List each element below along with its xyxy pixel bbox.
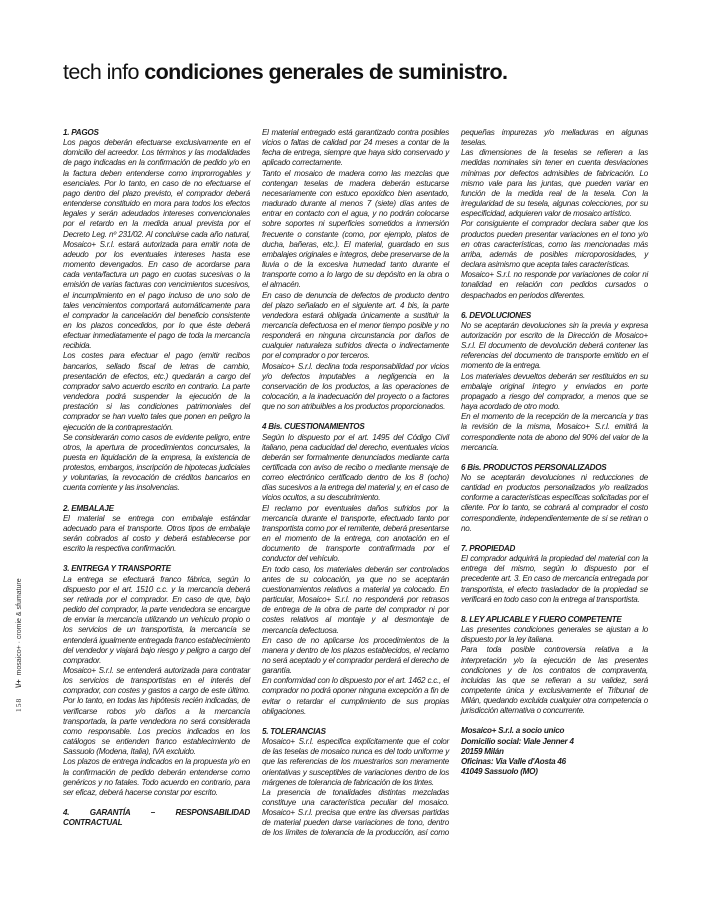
section-paragraph: Se considerarán como casos de evidente peligro, entre otros, la apertura de procedimientos concursales, la puesta en liquidación de la empresa, la existencia de protestos, embargos, inscripción de hipotecas judiciales y voluntarias, la revocación de créditos bancarios en cuenta corriente y las insolvencias.: [63, 432, 250, 493]
section-paragraph: No se aceptarán devoluciones sin la previa y expresa autorización por escrito de la Dirección de Mosaico+ S.r.l. El documento de devolución deberá contener las referencias del documento de transporte emitido en el momento de la entrega.: [461, 320, 648, 371]
section-paragraph: Mosaico+ S.r.l. no responde por variaciones de color ni tonalidad en relación con pedidos cursados o despachados en periodos diferentes.: [461, 270, 648, 300]
section-heading: 7. PROPIEDAD: [461, 543, 516, 553]
section-paragraph: En conformidad con lo dispuesto por el art. 1462 c.c., el comprador no podrá oponer ninguna excepción a fin de evitar o retardar el cumplimiento de sus propias obligaciones.: [262, 676, 449, 716]
section-heading: 3. ENTREGA Y TRANSPORTE: [63, 564, 171, 574]
company-offices-city: 41049 Sassuolo (MO): [461, 767, 538, 777]
section-paragraph: En el momento de la recepción de la mercancía y tras la revisión de la misma, Mosaico+ S.r.l. emitirá la correspondiente nota de abono del 90% del valor de la mercancía.: [461, 412, 648, 452]
section-paragraph: Las dimensiones de la teselas se refieren a las medidas nominales sin tener en cuenta desviaciones mínimas por defectos admisibles de fabricación. Lo mismo vale para las juntas, que pueden variar en función de la medida real de la tesela. Con la irregularidad de su tesela, algunas colecciones, por su especificidad, adquieren valor de mosaico artístico.: [461, 148, 648, 219]
section-paragraph: Mosaico+ S.r.l. se entenderá autorizada para contratar los servicios de transportistas en el interés del comprador, con costes y gastos a cargo de este último. Por lo tanto, en todas las hipótesis recién indicadas, de verificarse robos y/o daños a la mercancía transportada, la parte vendedora no será considerada como responsable. Los precios indicados en los catálogos se entienden franco establecimiento de Sassuolo (Modena, Italia), IVA excluido.: [63, 665, 250, 757]
section: [262, 422, 449, 717]
section-paragraph: Según lo dispuesto por el art. 1495 del Código Civil italiano, pena caducidad del derecho, eventuales vicios deberán ser formalmente denunciados mediante carta certificada con aviso de recibo o mediante mensaje de correo electrónico certificado dentro de los 8 (ocho) días sucesivos a la entrega del material y, en el caso de vicios ocultos, a su descubrimiento.: [262, 432, 449, 503]
section: [63, 564, 250, 798]
company-registered-office: Domicilio social: Viale Jenner 4: [461, 736, 574, 746]
section-paragraph: En caso de denuncia de defectos de producto dentro del plazo señalado en el siguiente art. 4 bis, la parte vendedora estará obligada únicamente a sustituir la mercancía defectuosa en el menor tiempo posible y no responderá en ninguna circunstancia por daños de cualquier naturaleza sufridos directa o indirectamente por el comprador o por terceros.: [262, 290, 449, 361]
section-paragraph: El material se entrega con embalaje estándar adecuado para el transporte. Otros tipos de embalaje serán cobrados al costo y deberá establecerse por escrito la respectiva confirmación.: [63, 513, 250, 554]
company-registered-city: 20159 Milán: [461, 746, 504, 756]
page-title: [63, 60, 507, 85]
brand-logo-mark: \/+: [14, 679, 23, 688]
section-heading: 6 Bis. PRODUCTOS PERSONALIZADOS: [461, 462, 607, 472]
section-heading: 8. LEY APLICABLE Y FUERO COMPETENTE: [461, 614, 622, 624]
company-name: Mosaico+ S.r.l. a socio unico: [461, 726, 565, 736]
section: [461, 544, 648, 605]
section: [461, 615, 648, 717]
section-heading: 6. DEVOLUCIONES: [461, 310, 532, 320]
section-paragraph: Los materiales devueltos deberán ser restituidos en su embalaje original íntegro y enviados en porte propagado a riesgo del comprador, a menos que se haya acordado de otro modo.: [461, 371, 648, 412]
section-paragraph: No se aceptarán devoluciones ni reducciones de cantidad en productos personalizados y/o realizados conforme a características específicas solicitadas por el cliente. Por lo tanto, se cobrará al comprador el costo correspondiente, independientemente de si se retiran o no.: [461, 473, 648, 533]
section-paragraph: En todo caso, los materiales deberán ser controlados antes de su colocación, ya que no se aceptarán cuestionamientos relativos a material ya colocado. En particular, Mosaico+ S.r.l. no responderá por retrasos de entrega de la obra de parte del comprador ni por costes relativos al montaje y al desmontaje de mercancía defectuosa.: [262, 564, 449, 635]
section: [63, 504, 250, 555]
section-paragraph: Los pagos deberán efectuarse exclusivamente en el domicilio del acreedor. Los términos y las modalidades de pago indicadas en la confirmación de pedido y/o en la factura deben entenderse como improrrogables y esenciales. Por lo tanto, en caso de no efectuarse el pago dentro del plazo previsto, el comprador deberá entenderse constituido en mora para todos los efectos legales y serán adeudados intereses convencionales por el retardo en la medida anual prevista por el Decreto Leg. nº 231/02. Al concluirse cada año natural, Mosaico+ S.r.l. estará autorizada para emitir nota de adeudo por los eventuales intereses hasta ese momento devengados. En caso de acordarse para cada venta/factura un pago en cuotas sucesivas o la emisión de varias facturas con vencimientos sucesivos, el incumplimiento en el pago incluso de uno solo de tales vencimientos comportará automáticamente para el comprador la cancelación del beneficio consistente en los plazos concedidos, por lo que éste deberá efectuar inmediatamente el pago de toda la mercancía recibida.: [63, 138, 250, 351]
section-paragraph: Por consiguiente el comprador declara saber que los productos pueden presentar variaciones en el tono y/o en otras características, como las mencionadas más arriba, además de posibles microporosidades, y declara asimismo que acepta tales características.: [461, 219, 648, 270]
section: [461, 463, 648, 534]
section-paragraph: El comprador adquirirá la propiedad del material con la entrega del mismo, según lo dispuesto por el precedente art. 3. En caso de mercancía entregada por transportista, el efecto trasladador de la propiedad se verificará en todo caso con la entrega al transportista.: [461, 554, 648, 604]
brand-caption: mosaico+ · cromie & sfumature: [16, 578, 23, 676]
section-paragraph: El material entregado está garantizado contra posibles vicios o faltas de calidad por 24 meses a contar de la fecha de entrega, siempre que haya sido conservado y aplicado correctamente.: [262, 128, 449, 168]
company-address: [461, 726, 648, 777]
section-heading: 4 Bis. CUESTIONAMIENTOS: [262, 422, 365, 432]
section-paragraph: En caso de no aplicarse los procedimientos de la manera y dentro de los plazos establecidos, el reclamo no será aceptado y el comprador perderá el derecho de garantía.: [262, 635, 449, 676]
section-heading: 5. TOLERANCIAS: [262, 726, 326, 736]
conditions-columns: [63, 128, 648, 840]
section-paragraph: Los plazos de entrega indicados en la propuesta y/o en la confirmación de pedido deberán entenderse como genéricos y no fatales. Todo acuerdo en contrario, para ser eficaz, deberá hacerse constar por escrito.: [63, 757, 250, 797]
section-paragraph: Los costes para efectuar el pago (emitir recibos bancarios, sellado fiscal de letras de cambio, presentación de efectos, etc.) quedarán a cargo del comprador salvo acuerdo escrito en contrario. La parte vendedora podrá suspender la ejecución de la prestación si las condiciones patrimoniales del comprador se han vuelto tales que ponen en peligro la ejecución de la contraprestación.: [63, 351, 250, 432]
section-paragraph: Tanto el mosaico de madera como las mezclas que contengan teselas de madera deberán estucarse necesariamente con estuco epoxídico bien asentado, madurado durante al menos 7 (siete) días antes de entrar en contacto con el agua, y no podrán colocarse sobre soportes ni superficies sometidos a inmersión frecuente o constante (como, por ejemplo, platos de ducha, bañeras, etc.). El material, guardado en sus embalajes originales e íntegros, debe preservarse de la lluvia o de la excesiva humedad tanto durante el transporte como a lo largo de su depósito en la obra o el almacén.: [262, 168, 449, 290]
title-light: tech info: [63, 60, 139, 84]
title-bold: condiciones generales de suministro.: [144, 60, 508, 84]
section: [63, 128, 250, 494]
section-heading: 4. GARANTÍA – RESPONSABILIDAD CONTRACTUAL: [63, 808, 250, 828]
section-heading: 2. EMBALAJE: [63, 503, 114, 513]
page-number: 158: [14, 697, 23, 712]
company-offices: Oficinas: Via Valle d'Aosta 46: [461, 756, 566, 766]
section-heading: 1. PAGOS: [63, 128, 99, 137]
section: [461, 311, 648, 453]
section-paragraph: Las presentes condiciones generales se ajustan a lo dispuesto por la ley italiana.: [461, 625, 648, 645]
section-paragraph: Mosaico+ S.r.l. especifica explícitamente que el color de las teselas de mosaico nunca es del todo uniforme y que las referencias de los muestrarios son meramente orientativas y susceptibles de variaciones dentro de los márgenes de tolerancia de fabricación de los tintes.: [262, 737, 449, 787]
section-paragraph: La entrega se efectuará franco fábrica, según lo dispuesto por el art. 1510 c.c. y la mercancía deberá ser retirada por el comprador. En caso de que, bajo pedido del comprador, la parte vendedora se encargue de enviar la mercancía utilizando un vehículo propio o los servicios de un transportista, la mercancía se entenderá igualmente entregada franco establecimiento del vendedor y viajará bajo riesgo y peligro a cargo del comprador.: [63, 574, 250, 665]
section-paragraph: Para toda posible controversia relativa a la interpretación y/o la ejecución de las presentes condiciones y de los contratos de compraventa, incluidas las que se refieran a su validez, será competente única y exclusivamente el Tribunal de Milán, quedando excluida cualquier otra competencia o jurisdicción alternativa o concurrente.: [461, 645, 648, 716]
section-paragraph: Mosaico+ S.r.l. declina toda responsabilidad por vicios y/o defectos imputables a negligencia en la conservación de los productos, a las operaciones de colocación, a la inadecuación del proyecto o a factores que no son atribuibles a los productos proporcionados.: [262, 361, 449, 412]
section-paragraph: La presencia de tonalidades distintas mezcladas constituye una característica peculiar del mosaico. Mosaico+ S.r.l. precisa que entre las diversas partidas de material pueden darse variaciones de tono, dentro de los límites de tolerancia de la producción, así como pequeñas impurezas y/o melladuras en algunas teselas.: [262, 128, 648, 838]
page-spine: [12, 492, 26, 712]
section-paragraph: El reclamo por eventuales daños sufridos por la mercancía durante el transporte, efectuado tanto por transportista como por el remitente, deberá presentarse en el momento de la entrega, con anotación en el documento de transporte contrafirmada por el conductor del vehículo.: [262, 503, 449, 564]
